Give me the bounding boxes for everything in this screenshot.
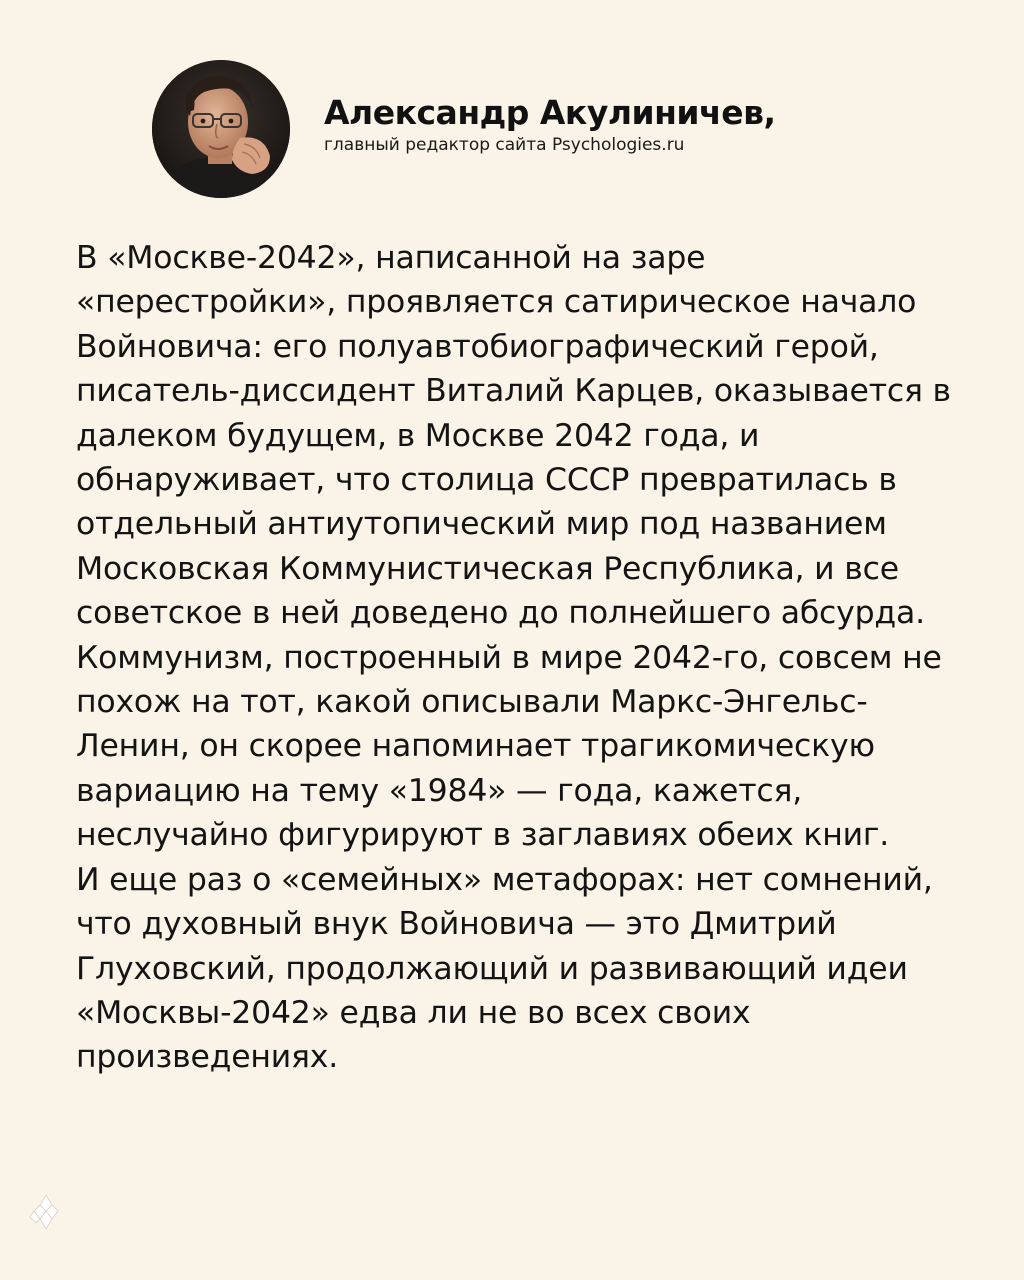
article-paragraph-2: И еще раз о «семейных» метафорах: нет сомнений, что духовный внук Войновича — это Дмитрий Глуховский, продолжающий и развивающий идеи «Москвы-2042» едва ли не во всех своих произведениях. bbox=[76, 861, 933, 1076]
white-diamond-logo-icon bbox=[28, 1193, 64, 1233]
author-portrait-icon bbox=[152, 60, 290, 198]
article-body bbox=[76, 236, 966, 1080]
author-info bbox=[324, 94, 914, 156]
author-role: главный редактор сайта Psychologies.ru bbox=[324, 135, 685, 155]
article-paragraph-1: В «Москве-2042», написанной на заре «перестройки», проявляется сатирическое начало Войновича: его полуавтобиографический герой, писатель-диссидент Виталий Карцев, оказывается в далеком будущем, в Москве 2042 года, и обнаруживает, что столица СССР превратилась в отдельный антиутопический мир под названием Московская Коммунистическая Республика, и все советское в ней доведено до полнейшего абсурда. Коммунизм, построенный в мире 2042-го, совсем не похож на тот, какой описывали Маркс-Энгельс-Ленин, он скорее напоминает трагикомическую вариацию на тему «1984» — года, кажется, неслучайно фигурируют в заглавиях обеих книг. bbox=[76, 240, 951, 854]
avatar bbox=[152, 60, 290, 198]
author-name: Александр Акулиничев, bbox=[324, 93, 776, 132]
author-header bbox=[152, 60, 912, 200]
